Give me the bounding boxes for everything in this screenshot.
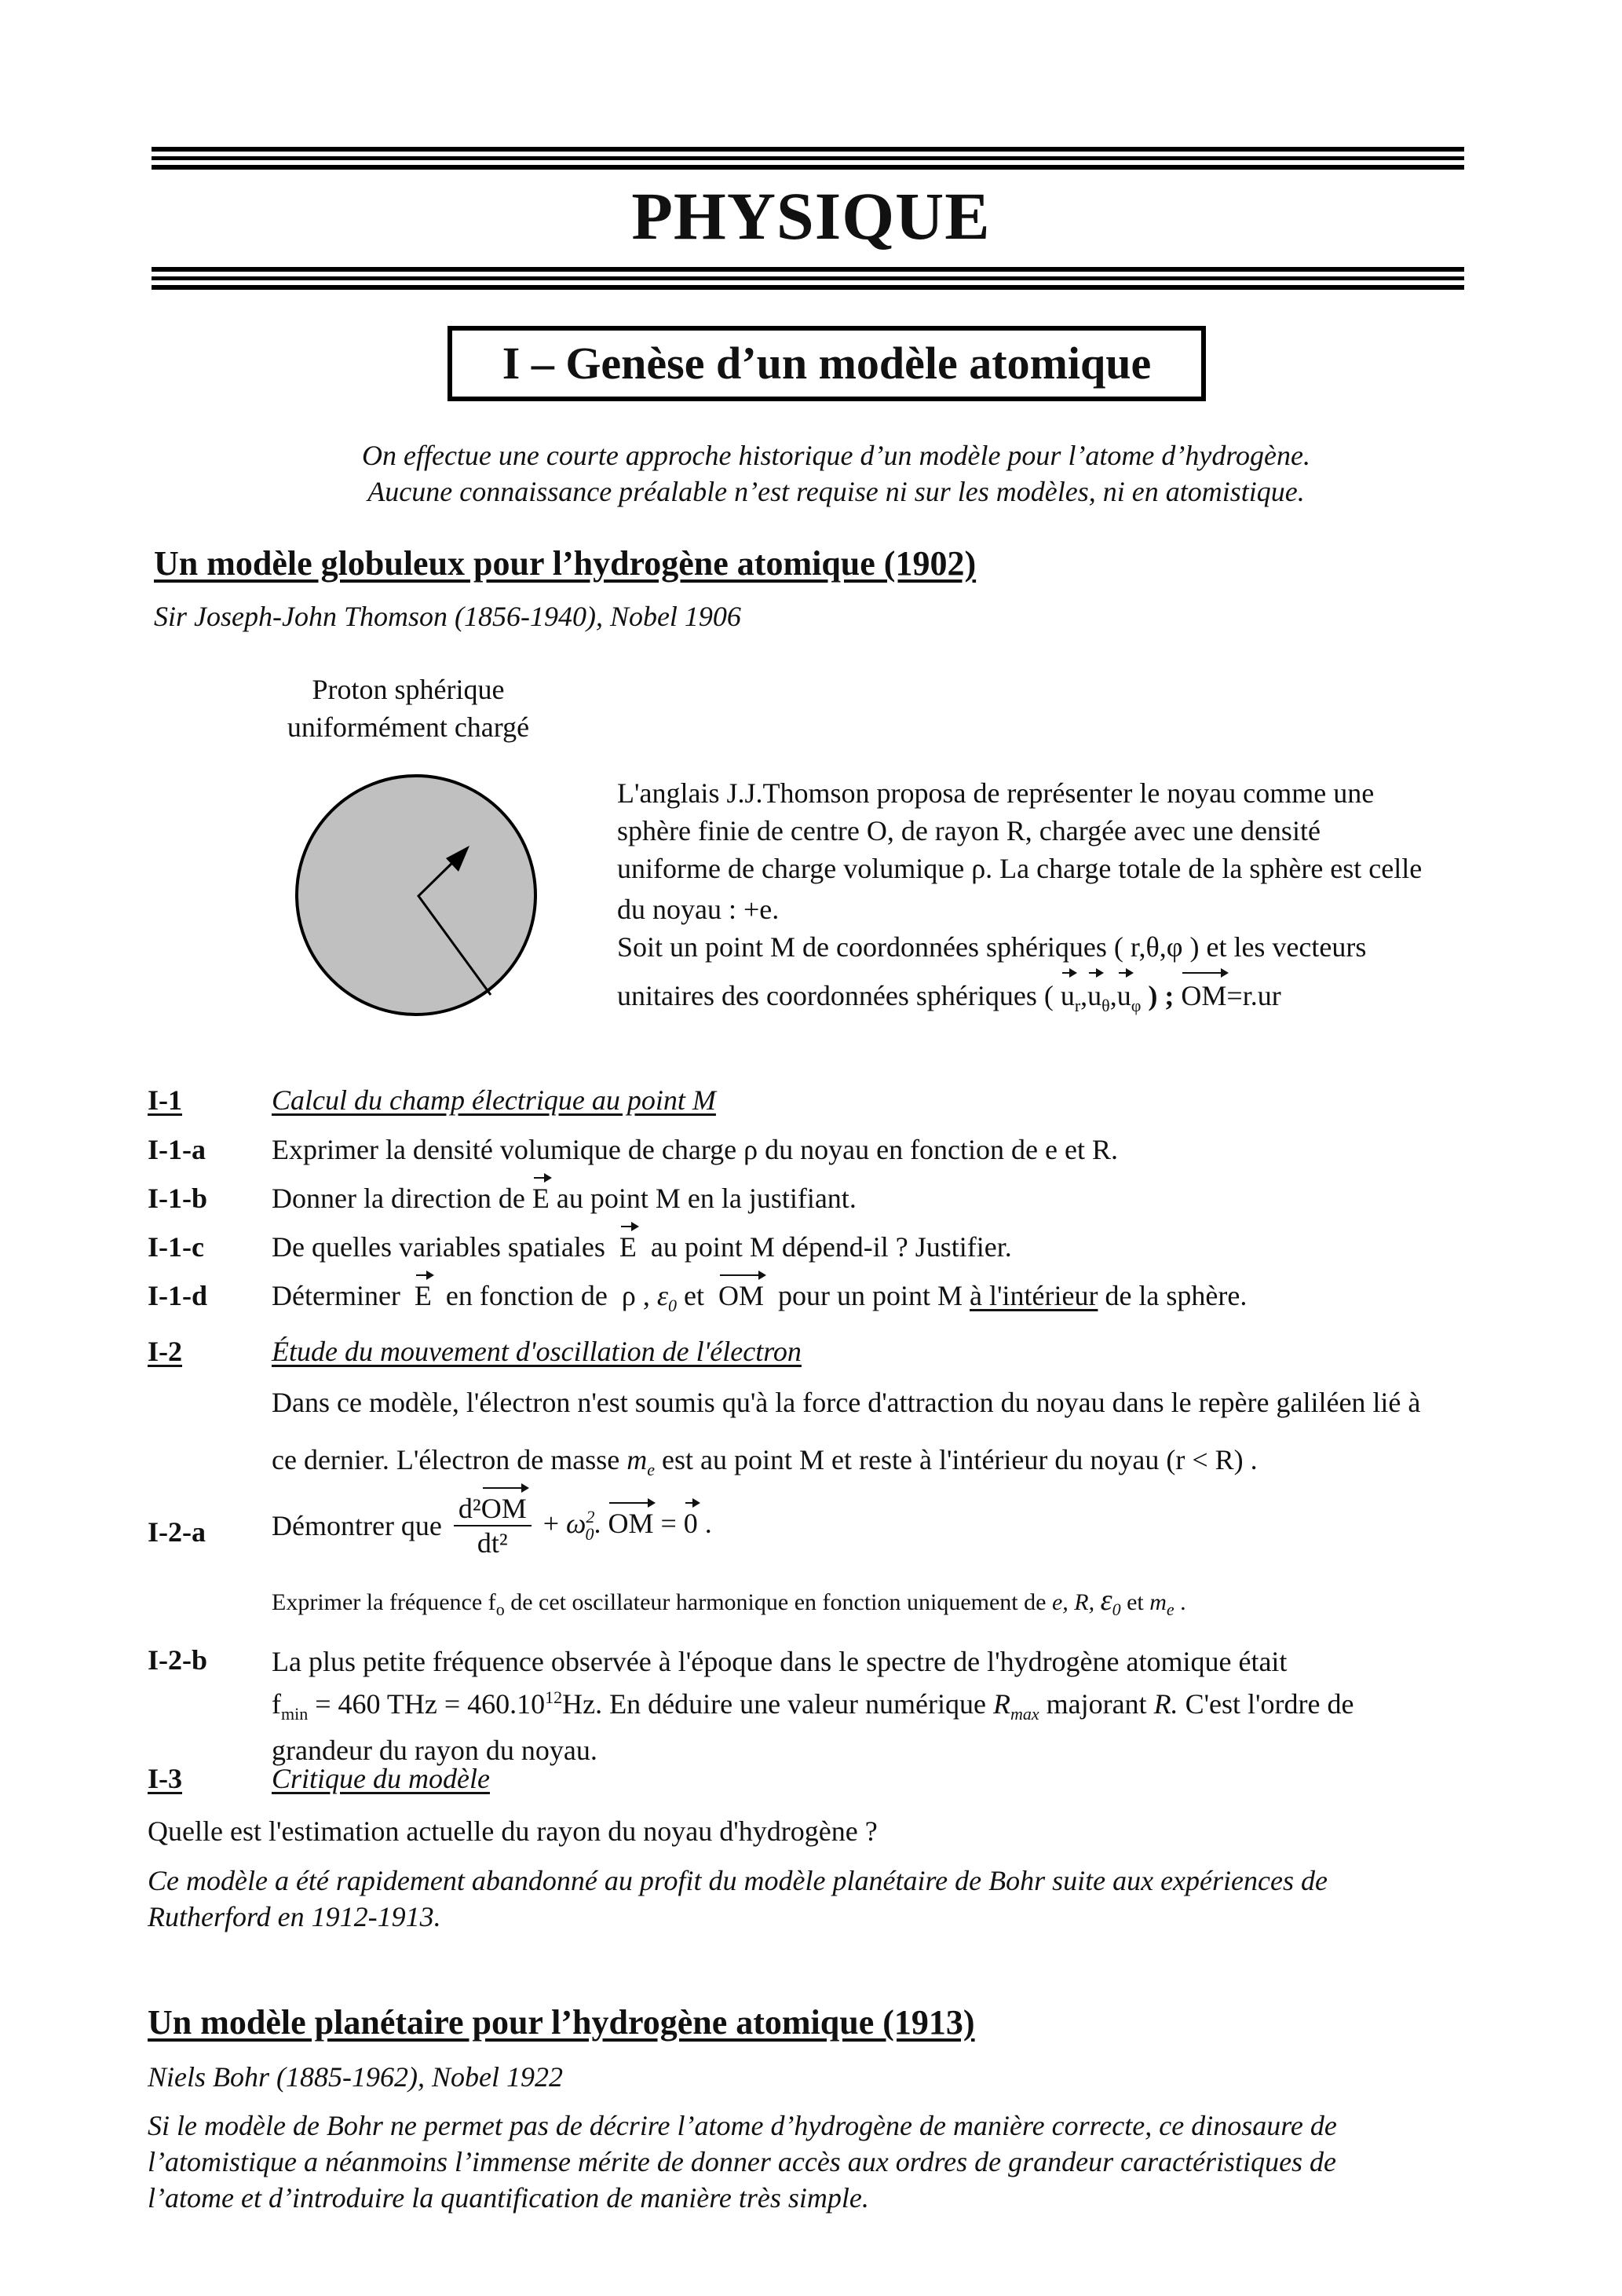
rho-symbol: ρ [743,1134,758,1165]
subscript: φ [1131,996,1142,1016]
text-line: Rutherford en 1912-1913. [148,1901,441,1932]
vector-om: OM [718,1280,765,1311]
superscript: 2 [586,1507,595,1527]
vector-zero: 0 [683,1508,698,1540]
text: Démontrer que [272,1510,442,1541]
superscript: 12 [545,1687,563,1707]
question-body [272,1443,1258,1480]
text: . [594,1508,601,1540]
question-text [272,1230,1012,1263]
text: et [684,1280,704,1311]
subscript: e [1166,1600,1174,1619]
header-rule [152,285,1464,290]
question-label: I-1-b [148,1183,208,1214]
vector-u-phi: u [1117,977,1131,1015]
question-title: Critique du modèle [272,1763,490,1794]
text: Déterminer [272,1280,400,1311]
r-symbol: R. [1153,1688,1178,1720]
text: ) ; [1148,980,1174,1011]
vector-u-theta: u [1087,977,1101,1015]
question-title: Calcul du champ électrique au point M [272,1084,716,1116]
subscript: θ [1101,996,1110,1016]
figure-caption [267,671,550,746]
text: à l'intérieur [970,1280,1098,1311]
bohr-author: Niels Bohr (1885-1962), Nobel 1922 [148,2061,563,2093]
thomson-author: Sir Joseph-John Thomson (1856-1940), Nobel 1906 [154,601,741,632]
text-line: l’atome et d’introduire la quantification de manière très simple. [148,2182,869,2214]
header-rule [152,156,1464,160]
text: Exprimer la densité volumique de charge [272,1134,737,1165]
header-rule [152,276,1464,280]
figure-caption-line: uniformément chargé [287,711,530,743]
text: pour un point M [778,1280,963,1311]
question-text [272,1133,1118,1166]
text: . La charge totale de la sphère est celle [985,853,1423,884]
header-rule [152,267,1464,272]
question-label: I-2-a [148,1516,206,1548]
bohr-heading: Un modèle planétaire pour l’hydrogène atomique (1913) [148,2003,975,2042]
vector-om: OM [1181,977,1226,1015]
question-label: I-1 [148,1084,182,1116]
vector-e: E [532,1183,550,1214]
equation [272,1492,712,1559]
question-label: I-1-c [148,1231,204,1263]
text: f [272,1688,281,1720]
text: . [1180,1589,1186,1615]
subscript: 0 [1112,1600,1121,1619]
text-line: grandeur du rayon du noyau. [272,1735,597,1767]
text-line: Ce modèle a été rapidement abandonné au profit du modèle planétaire de Bohr suite aux expériences de [148,1865,1328,1896]
mass-symbol: m [627,1444,648,1475]
subscript: 0 [668,1296,678,1316]
rho-symbol: ρ [971,853,986,884]
text: du noyau en fonction de e et R. [765,1134,1118,1165]
intro-line: On effectue une courte approche historique d’un modèle pour l’atome d’hydrogène. [361,440,1311,471]
vector-e: E [619,1231,637,1263]
section-title: I – Genèse d’un modèle atomique [448,326,1206,401]
text: De quelles variables spatiales [272,1231,605,1263]
subscript: r [1074,996,1081,1016]
vector-om: OM [608,1508,654,1540]
page-title: PHYSIQUE [631,178,991,254]
charged-sphere-figure [290,770,542,1021]
text: . [704,1508,712,1540]
omega-symbol: ω [566,1508,586,1540]
vector-om: OM [480,1493,527,1524]
text-line: l’atomistique a néanmoins l’immense mérite de donner accès aux ordres de grandeur caractéristiques de [148,2146,1337,2177]
epsilon-symbol: ε [656,1280,669,1311]
derivative-fraction [454,1492,532,1559]
subscript: o [495,1600,505,1619]
text: =r.ur [1226,980,1281,1011]
text: et [1127,1589,1144,1615]
header-rule [152,147,1464,152]
subscript: 0 [585,1523,594,1544]
description-line: du noyau : +e. [617,894,780,925]
fraction-denominator: dt² [477,1527,508,1559]
text: Donner la direction de [272,1183,525,1214]
text: Exprimer la fréquence f [272,1589,496,1615]
text: ce dernier. L'électron de masse [272,1444,620,1475]
question-label: I-1-d [148,1280,208,1311]
r-max-symbol: R [992,1688,1010,1720]
figure-caption-line: Proton sphérique [312,674,505,705]
historical-note [148,1863,1328,1935]
epsilon-symbol: ε [1100,1584,1112,1617]
question-label: I-2 [148,1336,182,1367]
text: au point M en la justifiant. [556,1183,857,1214]
subscript: max [1010,1704,1039,1724]
vector-e: E [414,1280,432,1311]
question-text [272,1182,857,1215]
text-line: Si le modèle de Bohr ne permet pas de décrire l’atome d’hydrogène de manière correcte, ce dinosaure de [148,2110,1337,2141]
description-line: sphère finie de centre O, de rayon R, chargée avec une densité [617,815,1321,846]
subscript: min [281,1704,309,1724]
text: e, R, [1051,1589,1095,1615]
question-label: I-1-a [148,1134,206,1165]
intro-line: Aucune connaissance préalable n’est requise ni sur les modèles, ni en atomistique. [367,476,1305,507]
text: = [660,1508,677,1540]
description-line: unitaires des coordonnées sphériques ( $u_r,u_\theta,u_\varphi$ ) ; OM=r.ur [617,977,1422,1025]
question-text: Quelle est l'estimation actuelle du rayon du noyau d'hydrogène ? [148,1815,878,1847]
thomson-heading: Un modèle globuleux pour l’hydrogène atomique (1902) [154,544,977,583]
description-line: L'anglais J.J.Thomson proposa de représenter le noyau comme une [617,777,1375,809]
text: + [542,1508,560,1540]
question-label: I-2-b [148,1644,208,1676]
header-rule [152,165,1464,170]
text: unitaires des coordonnées sphériques ( [617,980,1054,1011]
text: au point M dépend-il ? Justifier. [650,1231,1012,1263]
bohr-paragraph [148,2108,1337,2216]
text: de cet oscillateur harmonique en fonction uniquement de [510,1589,1047,1615]
subscript: e [647,1460,656,1480]
text: est au point M et reste à l'intérieur du noyau (r < R) . [662,1444,1258,1475]
question-note [272,1583,1186,1620]
question-text: Déterminer E en fonction de ρ , $\varepsilon_0$ et OM pour un point M à l'intérieur de la sphère. [272,1280,1248,1316]
question-label: I-3 [148,1763,182,1794]
sphere-circle [297,776,535,1015]
question-body: Dans ce modèle, l'électron n'est soumis qu'à la force d'attraction du noyau dans le repère galiléen lié à [272,1387,1421,1418]
description-line [617,850,1422,887]
rho-symbol: ρ , [621,1280,650,1311]
text-line [272,1680,1353,1732]
text: de la sphère. [1105,1280,1248,1311]
fraction-numerator [454,1492,532,1526]
text: Hz. En déduire une valeur numérique [562,1688,986,1720]
question-text [272,1643,1353,1768]
text: C'est l'ordre de [1185,1688,1354,1720]
mass-symbol: m [1149,1589,1167,1615]
text: majorant [1046,1688,1147,1720]
text: d² [458,1493,481,1524]
vector-u-r: u [1061,977,1075,1015]
question-title: Étude du mouvement d'oscillation de l'électron [272,1336,802,1367]
equation-rest [542,1507,712,1544]
description-line: Soit un point M de coordonnées sphériques ( r,θ,φ ) et les vecteurs [617,931,1367,963]
thomson-description [617,774,1422,1025]
text: = 460 THz = 460.10 [315,1688,546,1720]
text: uniforme de charge volumique [617,853,965,884]
text-line: La plus petite fréquence observée à l'époque dans le spectre de l'hydrogène atomique était [272,1646,1288,1677]
